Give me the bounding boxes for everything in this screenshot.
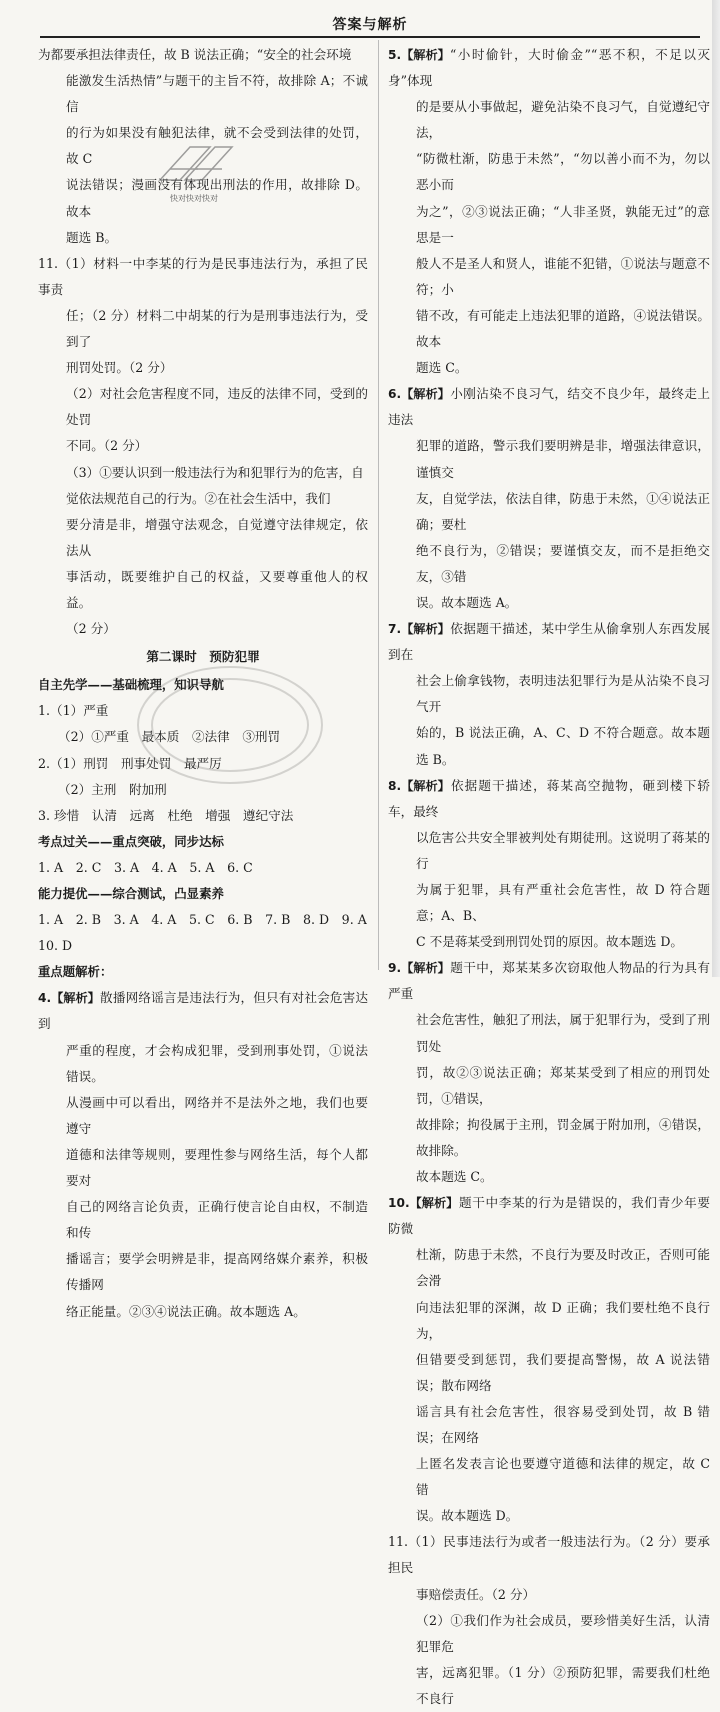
text-line: 故排除；拘役属于主刑，罚金属于附加刑，④错误，故排除。 bbox=[416, 1116, 710, 1158]
text-line: （2）对社会危害程度不同，违反的法律不同，受到的处罚 bbox=[66, 386, 368, 428]
left-column bbox=[38, 42, 368, 1325]
analysis-tag: 7.【解析】 bbox=[388, 622, 450, 637]
text-line: 向违法犯罪的深渊，故 D 正确；我们要杜绝不良行为， bbox=[416, 1299, 710, 1341]
text-line: 播谣言；要学会明辨是非，提高网络媒介素养，积极传播网 bbox=[66, 1251, 368, 1293]
answer-line: 1.（1）严重 bbox=[38, 703, 109, 719]
text-line: 杜渐，防患于未然，不良行为要及时改正，否则可能会滑 bbox=[416, 1247, 710, 1289]
answer-line: （2）主刑 附加刑 bbox=[58, 781, 167, 797]
text-line: （2）①我们作为社会成员，要珍惜美好生活，认清犯罪危 bbox=[416, 1612, 710, 1654]
answer-line: 1. A 2. C 3. A 4. A 5. A 6. C bbox=[38, 859, 253, 875]
text-line: 11.（1）材料一中李某的行为是民事违法行为，承担了民事责 bbox=[38, 255, 368, 297]
text-line: 络正能量。②③④说法正确。故本题选 A。 bbox=[66, 1303, 306, 1319]
text-line: 害，远离犯罪。（1 分）②预防犯罪，需要我们杜绝不良行 bbox=[416, 1664, 710, 1706]
text-line: 不同。（2 分） bbox=[66, 438, 148, 454]
text-line: 题选 B。 bbox=[66, 229, 118, 245]
analysis-tag: 4.【解析】 bbox=[38, 991, 100, 1006]
text-line: 从漫画中可以看出，网络并不是法外之地，我们也要遵守 bbox=[66, 1094, 368, 1136]
analysis-tag: 10.【解析】 bbox=[388, 1196, 459, 1211]
text-line: 罚，故②③说法正确；郑某某受到了相应的刑罚处罚，①错误， bbox=[416, 1064, 710, 1106]
text-line: “防微杜渐，防患于未然”，“勿以善小而不为，勿以恶小而 bbox=[416, 151, 710, 193]
text-line: 题选 C。 bbox=[416, 360, 468, 376]
text-line: 以危害公共安全罪被判处有期徒刑。这说明了蒋某的行 bbox=[416, 829, 710, 871]
text-line: C 不是蒋某受到刑罚处罚的原因。故本题选 D。 bbox=[416, 934, 684, 950]
text-line: 为之”，②③说法正确；“人非圣贤，孰能无过”的意思是一 bbox=[416, 203, 710, 245]
text-line: 题干中李某的行为是错误的，我们青少年要防微 bbox=[388, 1195, 710, 1237]
answer-q10-continued bbox=[38, 42, 368, 251]
analysis-q4 bbox=[38, 985, 368, 1324]
text-line: 能激发生活热情”与题干的主旨不符，故排除 A；不诚信 bbox=[66, 73, 368, 115]
answer-q11 bbox=[38, 251, 368, 642]
analysis-q7 bbox=[388, 616, 710, 773]
text-line: 友，自觉学法，依法自律，防患于未然，①④说法正确；要杜 bbox=[416, 490, 710, 532]
page-header bbox=[40, 14, 700, 38]
text-line: 误。故本题选 A。 bbox=[416, 594, 518, 610]
answer-line: 2.（1）刑罚 刑事处罚 最严厉 bbox=[38, 755, 222, 771]
text-line: 的是要从小事做起，避免沾染不良习气，自觉遵纪守法， bbox=[416, 99, 710, 141]
text-line: 事赔偿责任。（2 分） bbox=[416, 1586, 536, 1602]
text-line: 错不改，有可能走上违法犯罪的道路，④说法错误。故本 bbox=[416, 307, 710, 350]
text-line: 自己的网络言论负责，正确行使言论自由权，不制造和传 bbox=[66, 1199, 368, 1241]
stamp-caption: 快对快对快对 bbox=[170, 194, 218, 203]
analysis-q8 bbox=[388, 773, 710, 956]
text-line: 要分清是非，增强守法观念，自觉遵守法律规定，依法从 bbox=[66, 516, 368, 558]
text-line: 误。故本题选 D。 bbox=[416, 1508, 519, 1524]
answer-line: 1. A 2. B 3. A 4. A 5. C 6. B 7. B 8. D 9. A bbox=[38, 912, 367, 928]
analysis-tag: 9.【解析】 bbox=[388, 961, 450, 976]
text-line: 事活动，既要维护自己的权益，又要尊重他人的权益。 bbox=[66, 568, 368, 610]
subsection-heading: 自主先学——基础梳理，知识导航 bbox=[38, 677, 224, 693]
text-line: 说法错误；漫画没有体现出刑法的作用，故排除 D。故本 bbox=[66, 177, 368, 219]
text-line: 绝不良行为，②错误；要谨慎交友，而不是拒绝交友，③错 bbox=[416, 542, 710, 584]
text-line: 为属于犯罪，具有严重社会危害性，故 D 符合题意；A、B、 bbox=[416, 882, 710, 924]
text-line: “小时偷针，大时偷金”“恶不积，不足以灭身”体现 bbox=[388, 47, 710, 89]
page-title: 答案与解析 bbox=[332, 17, 408, 33]
subsection-heading: 考点过关——重点突破，同步达标 bbox=[38, 833, 224, 849]
text-line: （2 分） bbox=[66, 621, 116, 637]
text-line: 题干中，郑某某多次窃取他人物品的行为具有严重 bbox=[388, 960, 710, 1002]
analysis-tag: 6.【解析】 bbox=[388, 387, 450, 402]
column-divider bbox=[378, 40, 379, 970]
text-line: 但错要受到惩罚，我们要提高警惕，故 A 说法错误；散布网络 bbox=[416, 1351, 710, 1393]
analysis-q10 bbox=[388, 1190, 710, 1529]
text-line: 觉依法规范自己的行为。②在社会生活中，我们 bbox=[66, 490, 331, 506]
text-line: （3）①要认识到一般违法行为和犯罪行为的危害，自 bbox=[66, 464, 364, 480]
analysis-q6 bbox=[388, 381, 710, 616]
text-line: 上匿名发表言论也要遵守道德和法律的规定，故 C 错 bbox=[416, 1456, 710, 1498]
text-line: 散播网络谣言是违法行为，但只有对社会危害达到 bbox=[38, 990, 368, 1032]
text-line: 道德和法律等规则，要理性参与网络生活，每个人都要对 bbox=[66, 1146, 368, 1189]
text-line: 故本题选 C。 bbox=[416, 1169, 493, 1185]
analysis-q9 bbox=[388, 955, 710, 1190]
text-line: 的行为如果没有触犯法律，就不会受到法律的处罚，故 C bbox=[66, 125, 368, 167]
text-line: 小刚沾染不良习气，结交不良少年，最终走上违法 bbox=[388, 386, 710, 428]
text-line: 为都要承担法律责任，故 B 说法正确；“安全的社会环境 bbox=[38, 47, 352, 62]
text-line: 依据题干描述，某中学生从偷拿别人东西发展到在 bbox=[388, 621, 710, 663]
analysis-tag: 8.【解析】 bbox=[388, 778, 450, 793]
text-line: 11.（1）民事违法行为或者一般违法行为。（2 分）要承担民 bbox=[388, 1534, 710, 1576]
analysis-q5 bbox=[388, 42, 710, 381]
text-line: 社会上偷拿钱物，表明违法犯罪行为是从沾染不良习气开 bbox=[416, 673, 710, 715]
answer-line: （2）①严重 最本质 ②法律 ③刑罚 bbox=[58, 729, 281, 745]
subsection-heading: 重点题解析： bbox=[38, 964, 113, 980]
text-line: 般人不是圣人和贤人，谁能不犯错，①说法与题意不符；小 bbox=[416, 255, 710, 297]
answer-line: 10. D bbox=[38, 938, 73, 954]
analysis-tag: 5.【解析】 bbox=[388, 48, 450, 62]
answer-q11-right bbox=[388, 1529, 710, 1712]
answer-line: 3. 珍惜 认清 远离 杜绝 增强 遵纪守法 bbox=[38, 807, 294, 823]
section-title: 第二课时 预防犯罪 bbox=[146, 649, 260, 665]
text-line: 刑罚处罚。（2 分） bbox=[66, 360, 173, 376]
text-line: 任；（2 分）材料二中胡某的行为是刑事违法行为，受到了 bbox=[66, 307, 368, 350]
text-line: 严重的程度，才会构成犯罪，受到刑事处罚，①说法错误。 bbox=[66, 1042, 368, 1084]
text-line: 社会危害性，触犯了刑法，属于犯罪行为，受到了刑罚处 bbox=[416, 1012, 710, 1054]
text-line: 依据题干描述，蒋某高空抛物，砸到楼下轿车，最终 bbox=[388, 777, 710, 819]
subsection-heading: 能力提优——综合测试，凸显素养 bbox=[38, 886, 224, 901]
text-line: 谣言具有社会危害性，很容易受到处罚，故 B 错误；在网络 bbox=[416, 1403, 710, 1445]
right-column bbox=[388, 42, 710, 1712]
page-edge bbox=[712, 0, 720, 977]
text-line: 犯罪的道路，警示我们要明辨是非，增强法律意识，谨慎交 bbox=[416, 438, 710, 480]
text-line: 始的，B 说法正确，A、C、D 不符合题意。故本题选 B。 bbox=[416, 725, 710, 767]
